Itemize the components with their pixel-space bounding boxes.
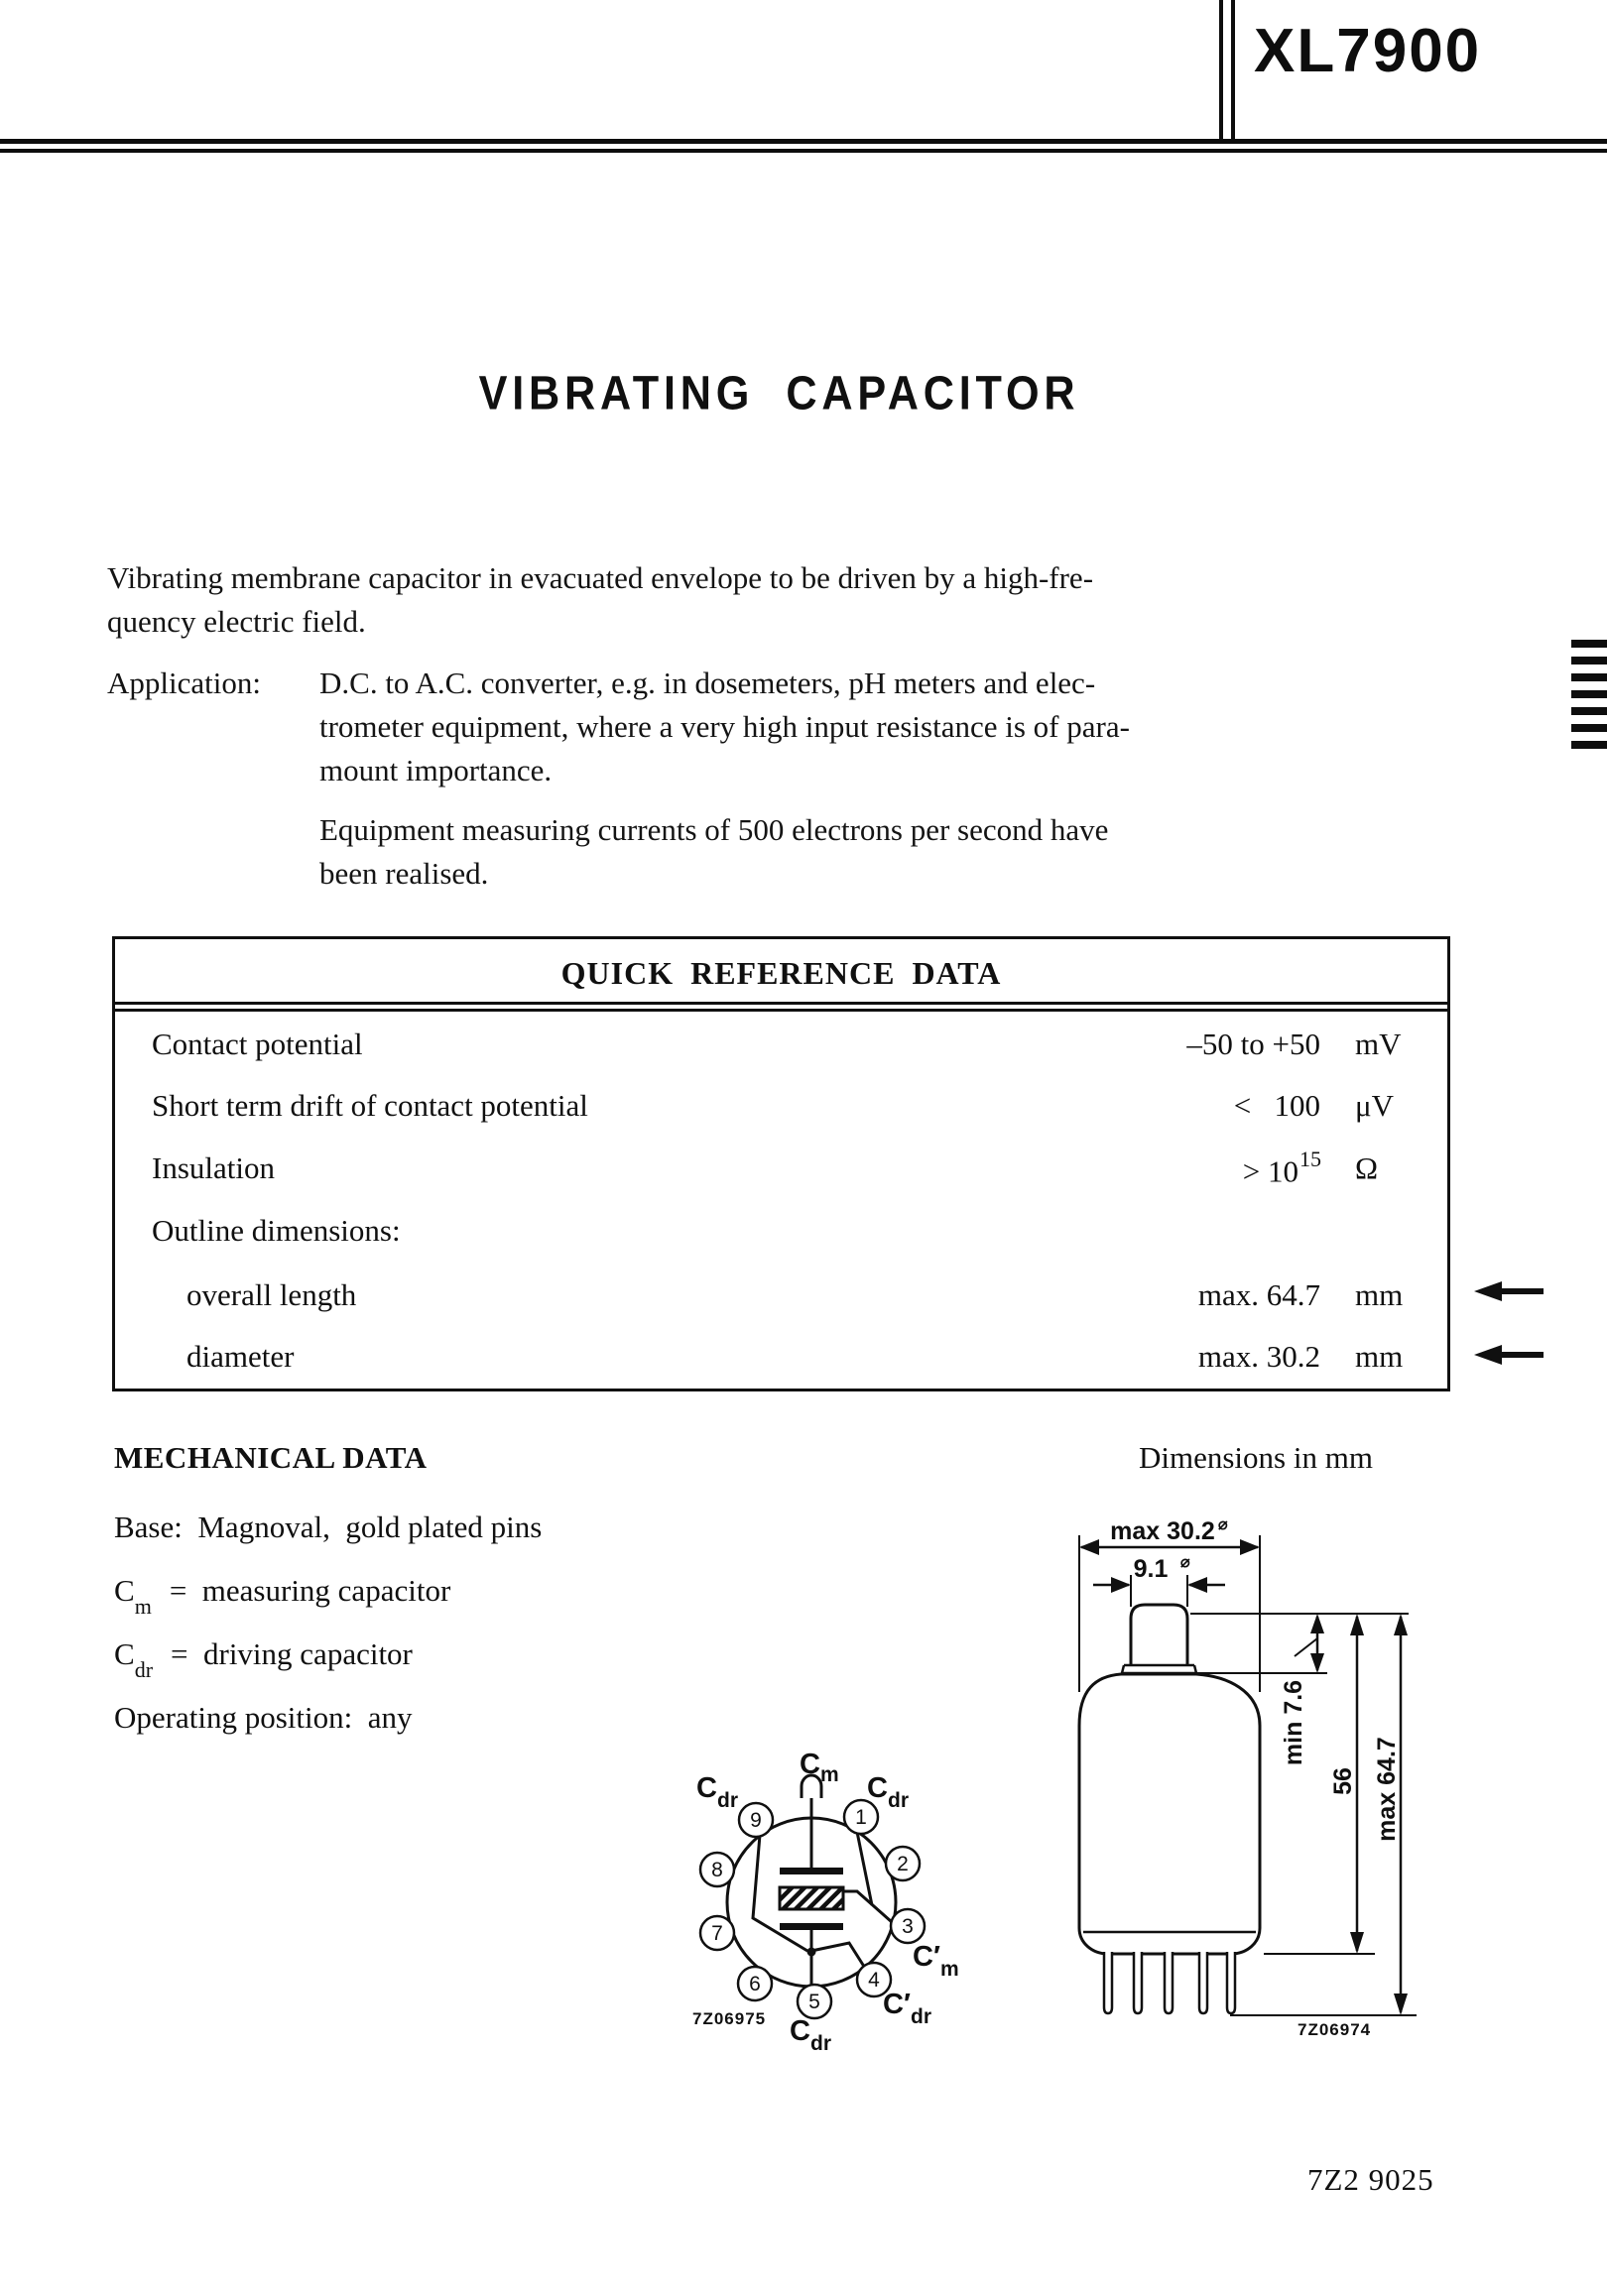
row-value-base: > 10 — [1242, 1153, 1298, 1189]
row-label: Short term drift of contact potential — [152, 1088, 588, 1123]
dim-arrowhead — [1350, 1932, 1364, 1954]
cdr-text: = driving capacitor — [171, 1636, 413, 1671]
pin-number: 3 — [902, 1915, 914, 1938]
figure-code: 7Z06975 — [692, 2009, 767, 2028]
equipment-line: Equipment measuring currents of 500 electrons per second have — [319, 812, 1109, 847]
equipment-line: been realised. — [319, 856, 489, 891]
row-unit: μV — [1355, 1088, 1395, 1123]
header-rule-top — [0, 139, 1607, 144]
cm-prime-label: C′ — [913, 1941, 940, 1973]
pin-number: 4 — [868, 1969, 880, 1992]
dim-arrowhead — [1187, 1577, 1207, 1593]
diameter-symbol: ⌀ — [1218, 1516, 1228, 1533]
outline-drawing — [1047, 1503, 1428, 2048]
application-label: Application: — [107, 665, 261, 700]
base-description: Base: Magnoval, gold plated pins — [114, 1510, 543, 1544]
row-value: max. 64.7 — [1197, 1277, 1320, 1312]
tube-envelope — [1079, 1674, 1260, 1954]
dim-cap-diameter-label: 9.1 — [1133, 1555, 1169, 1583]
row-value — [1048, 1147, 1321, 1189]
row-unit: mm — [1355, 1277, 1404, 1312]
dim-arrowhead — [1394, 1994, 1408, 2015]
pin-number: 8 — [711, 1859, 723, 1881]
cdr-prime-label-sub: dr — [911, 2005, 931, 2028]
cdr-label-top-left-sub: dr — [717, 1789, 738, 1812]
dim-overall-length-label: max 64.7 — [1373, 1737, 1401, 1842]
row-label: diameter — [186, 1339, 295, 1374]
row-label: Insulation — [152, 1150, 275, 1185]
cm-subscript: m — [134, 1594, 152, 1620]
cdr-label-top-right: C — [867, 1772, 888, 1804]
cm-definition — [114, 1573, 451, 1620]
type-number: XL7900 — [1254, 17, 1482, 85]
table-row — [115, 1339, 1447, 1379]
wire-membrane-pin3 — [843, 1891, 892, 1922]
wire-pin4 — [811, 1943, 868, 1973]
cm-label-sub: m — [820, 1763, 839, 1786]
index-tab-bar — [1571, 690, 1607, 698]
intro-paragraph-line: quency electric field. — [107, 604, 366, 639]
pointer-arrow-icon — [1474, 1278, 1545, 1304]
page-title: VIBRATING CAPACITOR — [478, 365, 1080, 421]
pointer-arrow-icon — [1474, 1342, 1545, 1368]
dim-arrowhead — [1350, 1614, 1364, 1635]
index-tab-bar — [1571, 707, 1607, 715]
row-value: –50 to +50 — [1186, 1027, 1320, 1061]
header-divider-line-1 — [1219, 0, 1223, 143]
cdr-label-top-left: C — [696, 1772, 717, 1804]
tube-top-cap — [1131, 1605, 1187, 1665]
index-tab-bar — [1571, 741, 1607, 749]
pin-number: 7 — [711, 1922, 723, 1945]
row-unit: mm — [1355, 1339, 1404, 1374]
quick-reference-table — [112, 936, 1450, 1391]
cdr-symbol: C — [114, 1636, 135, 1671]
row-value: < 100 — [1233, 1088, 1320, 1123]
application-line: mount importance. — [319, 753, 553, 787]
cdr-label-bottom-sub: dr — [810, 2032, 831, 2055]
mechanical-data-heading: MECHANICAL DATA — [114, 1440, 428, 1475]
row-unit: Ω — [1355, 1150, 1379, 1185]
top-plate — [780, 1868, 843, 1874]
application-line: trometer equipment, where a very high input resistance is of para- — [319, 709, 1130, 744]
operating-position: Operating position: any — [114, 1700, 413, 1735]
dim-arrowhead — [1310, 1653, 1324, 1673]
tube-pin — [1199, 1952, 1207, 2013]
cdr-definition — [114, 1636, 413, 1683]
tube-pin — [1104, 1952, 1112, 2013]
dim-cap-height-label: min 7.6 — [1280, 1679, 1307, 1766]
header-rule-bottom — [0, 149, 1607, 153]
intro-paragraph-line: Vibrating membrane capacitor in evacuated envelope to be driven by a high-fre- — [107, 560, 1094, 595]
pin-number: 2 — [897, 1853, 909, 1875]
dim-arrowhead — [1111, 1577, 1131, 1593]
dim-arrowhead — [1394, 1614, 1408, 1635]
table-row — [115, 1213, 1447, 1253]
cm-label: C — [800, 1749, 820, 1780]
cdr-label-top-right-sub: dr — [888, 1789, 909, 1812]
index-tab-bar — [1571, 657, 1607, 665]
row-unit: mV — [1355, 1027, 1402, 1061]
row-value: max. 30.2 — [1197, 1339, 1320, 1374]
table-title: QUICK REFERENCE DATA — [560, 955, 1002, 991]
index-tab-bar — [1571, 724, 1607, 732]
cdr-label-bottom: C — [790, 2015, 810, 2047]
membrane-electrode — [780, 1887, 843, 1909]
index-tab-bar — [1571, 673, 1607, 681]
dim-arrowhead — [1240, 1539, 1260, 1555]
bottom-plate — [780, 1923, 843, 1930]
cm-prime-label-sub: m — [940, 1958, 959, 1981]
base-pin-diagram — [635, 1726, 1022, 2063]
table-row — [115, 1147, 1447, 1190]
cdr-prime-label: C′ — [883, 1989, 911, 2020]
pin-number: 6 — [749, 1973, 761, 1995]
cdr-subscript: dr — [134, 1657, 154, 1683]
row-label: Contact potential — [152, 1027, 363, 1061]
cm-symbol: C — [114, 1573, 135, 1608]
header-divider-line-2 — [1231, 0, 1235, 143]
pin-number: 5 — [808, 1991, 820, 2013]
table-row — [115, 1027, 1447, 1066]
dim-arrowhead — [1310, 1614, 1324, 1633]
index-tab-bar — [1571, 640, 1607, 648]
cm-text: = measuring capacitor — [169, 1573, 451, 1608]
cap-flange — [1122, 1665, 1196, 1673]
application-line: D.C. to A.C. converter, e.g. in dosemeters, pH meters and elec- — [319, 665, 1096, 700]
pin-number: 9 — [750, 1809, 762, 1832]
row-label: Outline dimensions: — [152, 1213, 401, 1248]
table-header-separator — [115, 1009, 1447, 1012]
tube-pin — [1134, 1952, 1142, 2013]
tube-pin — [1227, 1952, 1235, 2013]
dimensions-note: Dimensions in mm — [1139, 1440, 1373, 1475]
pin-number: 1 — [855, 1806, 867, 1829]
figure-code: 7Z06974 — [1298, 2020, 1372, 2039]
document-code: 7Z2 9025 — [1307, 2162, 1434, 2197]
dim-max-diameter-label: max 30.2 — [1110, 1517, 1215, 1545]
tube-pin — [1165, 1952, 1173, 2013]
table-row — [115, 1088, 1447, 1128]
row-label: overall length — [186, 1277, 357, 1312]
dim-arrowhead — [1079, 1539, 1099, 1555]
dim-body-length-label: 56 — [1329, 1767, 1357, 1795]
diameter-symbol: ⌀ — [1180, 1554, 1190, 1571]
row-value-exponent: 15 — [1299, 1147, 1321, 1171]
table-header-separator — [115, 1002, 1447, 1005]
table-row — [115, 1277, 1447, 1317]
